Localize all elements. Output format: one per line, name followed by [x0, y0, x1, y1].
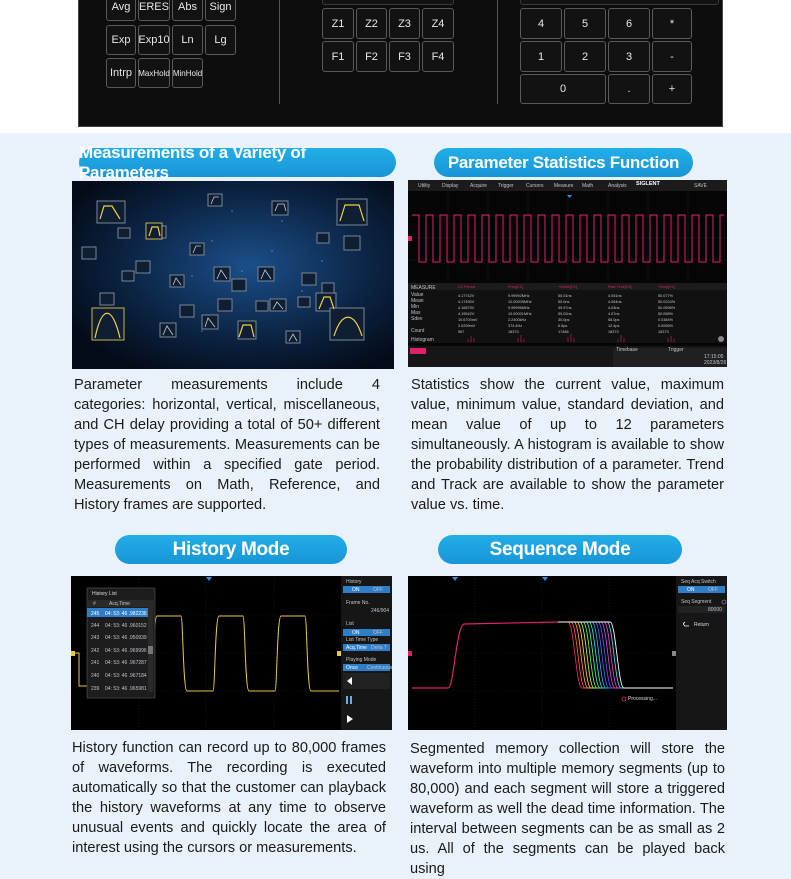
history-side-label-list-time: List Time Type — [346, 637, 379, 643]
key-avg[interactable]: Avg — [106, 0, 136, 21]
svg-text:10.00009MHz: 10.00009MHz — [508, 300, 532, 304]
key-decimal[interactable]: . — [608, 74, 650, 104]
key-4[interactable]: 4 — [520, 8, 562, 39]
statistics-title: Parameter Statistics Function — [434, 148, 693, 177]
key-f4[interactable]: F4 — [422, 41, 454, 72]
history-side-label-playing: Playing Mode — [346, 657, 377, 663]
key-minus[interactable]: - — [652, 41, 692, 72]
stats-menu-utility[interactable]: Utility — [418, 183, 431, 189]
stats-row-count: Count — [411, 328, 425, 334]
stats-clock-time: 17:15:05 — [704, 354, 724, 360]
history-row-number[interactable]: 243 — [91, 635, 100, 641]
svg-text:Rise Time[C1]: Rise Time[C1] — [608, 285, 632, 289]
svg-text:374.4Hz: 374.4Hz — [508, 324, 523, 328]
history-off-toggle[interactable]: OFF — [373, 587, 383, 593]
svg-text:4.16875V: 4.16875V — [458, 306, 475, 310]
svg-text:2.2400kHz: 2.2400kHz — [508, 318, 527, 322]
svg-text:0.0384%: 0.0384% — [658, 318, 673, 322]
svg-text:4.03ns: 4.03ns — [608, 306, 620, 310]
top-band — [0, 0, 791, 133]
svg-text:50.0ns: 50.0ns — [558, 300, 570, 304]
stats-brand: SIGLENT — [636, 181, 660, 187]
sequence-scope-graphic — [408, 576, 727, 730]
key-z3[interactable]: Z3 — [389, 8, 420, 39]
key-sign[interactable]: Sign — [205, 0, 236, 21]
svg-text:+Width[C1]: +Width[C1] — [558, 285, 577, 289]
key-f1[interactable]: F1 — [322, 41, 354, 72]
sequence-off-toggle[interactable]: OFF — [708, 587, 718, 593]
stats-histogram-label: Histogram — [411, 337, 434, 343]
key-6[interactable]: 6 — [608, 8, 650, 39]
history-row-time[interactable]: 04: 53: 46 .967184 — [105, 673, 147, 679]
history-acq-time-option[interactable]: Acq.Time — [346, 645, 367, 651]
svg-text:4.17490V: 4.17490V — [458, 300, 475, 304]
svg-text:967: 967 — [458, 330, 465, 334]
svg-text:50.058%: 50.058% — [658, 312, 673, 316]
svg-text:17486: 17486 — [558, 330, 569, 334]
stats-save-button[interactable]: SAVE — [694, 183, 707, 189]
svg-text:30.0ps: 30.0ps — [558, 318, 570, 322]
sequence-segment-value[interactable]: 80000 — [708, 607, 722, 613]
key-minhold[interactable]: MinHold — [172, 58, 203, 88]
key-3[interactable]: 3 — [608, 41, 650, 72]
key-maxhold[interactable]: MaxHold — [138, 58, 170, 88]
history-list-header-number: # — [93, 601, 96, 607]
history-frame-value[interactable]: 246/904 — [371, 608, 390, 614]
history-row-number[interactable]: 245 — [91, 611, 100, 617]
history-row-number[interactable]: 242 — [91, 648, 100, 654]
stats-row-value: Value — [411, 292, 424, 298]
history-side-label-history: History — [346, 579, 362, 585]
history-description: History function can record up to 80,000 frames of waveforms. The recording is executed automatically so that the customer can playback the history waveforms at any time to observe unusual events and quickly locate the area of interest using the cursors or measurements. — [72, 740, 386, 856]
stats-row-sdev: Sdev — [411, 316, 423, 322]
keypad-divider-2 — [497, 0, 498, 104]
svg-text:C1 Period: C1 Period — [458, 285, 475, 289]
history-screenshot — [71, 576, 392, 730]
sequence-description: Segmented memory collection will store the waveform into multiple memory segments (up to 80,000) and each segment will store a triggered waveform as well the dead time information. The interval between segments can be as small as 2 us. All of the segments can be played back using — [410, 741, 725, 877]
history-on-toggle[interactable]: ON — [352, 587, 360, 593]
key-multiply[interactable]: * — [652, 8, 692, 39]
key-z-top-row — [322, 0, 454, 5]
sequence-side-label-switch: Seq Acq Switch — [681, 579, 716, 585]
key-5[interactable]: 5 — [564, 8, 606, 39]
sequence-title: Sequence Mode — [438, 535, 682, 564]
svg-text:4.17742V: 4.17742V — [458, 294, 475, 298]
history-side-label-frame: Frame No. — [346, 600, 370, 606]
stats-menu-analysis[interactable]: Analysis — [608, 183, 627, 189]
key-1[interactable]: 1 — [520, 41, 562, 72]
key-top-row-numeric — [520, 0, 719, 5]
svg-text:50.02ns: 50.02ns — [558, 312, 572, 316]
keypad-divider-1 — [279, 0, 280, 104]
stats-menu-trigger[interactable]: Trigger — [498, 183, 514, 189]
svg-text:50.0596%: 50.0596% — [658, 306, 676, 310]
stats-row-min: Min — [411, 304, 420, 310]
measurements-illustration — [72, 181, 394, 369]
svg-text:4.051ns: 4.051ns — [608, 294, 622, 298]
svg-text:18373: 18373 — [508, 330, 519, 334]
history-row-number[interactable]: 239 — [91, 686, 100, 692]
history-row-time[interactable]: 04: 53: 46 .960152 — [105, 623, 147, 629]
key-ln[interactable]: Ln — [172, 25, 203, 55]
svg-text:0.0056%: 0.0056% — [658, 324, 673, 328]
sequence-on-toggle[interactable]: ON — [687, 587, 695, 593]
svg-text:+Duty[C1]: +Duty[C1] — [658, 285, 675, 289]
svg-text:4.19542V: 4.19542V — [458, 312, 475, 316]
svg-text:10.6700mV: 10.6700mV — [458, 318, 478, 322]
measurements-description: Parameter measurements include 4 categories: horizontal, vertical, miscellaneous, and CH delay providing a total of 50+ different types of measurements. Measurements can be performed within a specified gate period. Measurements on Math, Reference, and History frames are supported. — [74, 377, 380, 513]
svg-text:12.4ps: 12.4ps — [608, 324, 620, 328]
stats-menu-measure[interactable]: Measure — [554, 183, 574, 189]
svg-text:4.064ns: 4.064ns — [608, 300, 622, 304]
history-play-once[interactable]: Once — [346, 665, 358, 671]
statistics-screenshot — [408, 180, 727, 367]
history-row-number[interactable]: 241 — [91, 660, 100, 666]
history-list-on[interactable]: ON — [352, 630, 360, 636]
svg-text:Freq[C1]: Freq[C1] — [508, 285, 523, 289]
key-abs[interactable]: Abs — [172, 0, 203, 21]
svg-text:49.97ns: 49.97ns — [558, 306, 572, 310]
history-play-continuous[interactable]: Continuous — [367, 665, 392, 671]
svg-text:18373: 18373 — [608, 330, 619, 334]
key-eres[interactable]: ERES — [138, 0, 170, 21]
sequence-screenshot — [408, 576, 727, 730]
stats-menu-math[interactable]: Math — [582, 183, 594, 189]
svg-text:9.99995MHz: 9.99995MHz — [508, 306, 530, 310]
statistics-description: Statistics show the current value, maximum value, minimum value, standard deviation, and mean value of up to 12 parameters simultaneously. A histogram is available to show the probability distribution of a parameter. Trend and Track are available to show the parameter value vs. time. — [411, 377, 724, 513]
stats-menu-cursors[interactable]: Cursors — [526, 183, 544, 189]
stats-timebase-label: Timebase — [616, 347, 638, 353]
svg-text:4.07ns: 4.07ns — [608, 312, 620, 316]
svg-text:9.99992MHz: 9.99992MHz — [508, 294, 530, 298]
svg-text:2.0299mV: 2.0299mV — [458, 324, 476, 328]
svg-text:50.01ns: 50.01ns — [558, 294, 572, 298]
svg-text:50.077%: 50.077% — [658, 294, 673, 298]
history-delta-t-option[interactable]: Delta T — [371, 645, 388, 651]
history-title: History Mode — [115, 535, 347, 564]
key-exp10[interactable]: Exp10 — [138, 25, 170, 55]
stats-row-mean: Mean — [411, 298, 424, 304]
history-row-time[interactable]: 04: 53: 46 .965981 — [105, 686, 147, 692]
key-plus[interactable]: + — [652, 74, 692, 104]
history-row-number[interactable]: 240 — [91, 673, 100, 679]
key-lg[interactable]: Lg — [205, 25, 236, 55]
history-list-title: History List — [92, 591, 117, 597]
history-row-time[interactable]: 04: 53: 46 .969996 — [105, 648, 147, 654]
stats-measure-label: MEASURE — [411, 285, 436, 291]
history-row-time[interactable]: 04: 53: 46 .982236 — [105, 611, 147, 617]
key-2[interactable]: 2 — [564, 41, 606, 72]
history-list-off[interactable]: OFF — [373, 630, 383, 636]
history-row-time[interactable]: 04: 53: 46 .967287 — [105, 660, 147, 666]
sequence-side-label-segment: Seq Segment — [681, 599, 712, 605]
key-exp[interactable]: Exp — [106, 25, 136, 55]
measurements-title: Measurements of a Variety of Parameters — [79, 148, 396, 177]
measurement-tiles-graphic — [72, 181, 394, 369]
stats-clock-date: 2023/8/26 — [704, 360, 727, 366]
stats-menu-display[interactable]: Display — [442, 183, 459, 189]
key-intrp[interactable]: Intrp — [106, 58, 136, 88]
history-row-number[interactable]: 244 — [91, 623, 100, 629]
stats-row-max: Max — [411, 310, 421, 316]
svg-text:6.5ps: 6.5ps — [558, 324, 568, 328]
math-keypad-panel — [78, 0, 723, 127]
stats-menu-acquire[interactable]: Acquire — [470, 183, 487, 189]
key-0[interactable]: 0 — [520, 74, 606, 104]
svg-text:58.0ps: 58.0ps — [608, 318, 620, 322]
key-z4[interactable]: Z4 — [422, 8, 454, 39]
key-z2[interactable]: Z2 — [356, 8, 387, 39]
svg-text:10.00001MHz: 10.00001MHz — [508, 312, 532, 316]
key-f2[interactable]: F2 — [356, 41, 387, 72]
key-z1[interactable]: Z1 — [322, 8, 354, 39]
history-list-header-time: Acq.Time — [109, 601, 130, 607]
history-row-time[interactable]: 04: 53: 46 .950939 — [105, 635, 147, 641]
key-f3[interactable]: F3 — [389, 41, 420, 72]
stats-trigger-label: Trigger — [668, 347, 684, 353]
sequence-status: Processing... — [628, 696, 657, 702]
statistics-scope-graphic — [408, 180, 727, 367]
svg-text:18373: 18373 — [658, 330, 669, 334]
sequence-return-button[interactable]: Return — [694, 622, 710, 628]
svg-text:50.0224%: 50.0224% — [658, 300, 676, 304]
history-side-label-list: List — [346, 621, 354, 627]
